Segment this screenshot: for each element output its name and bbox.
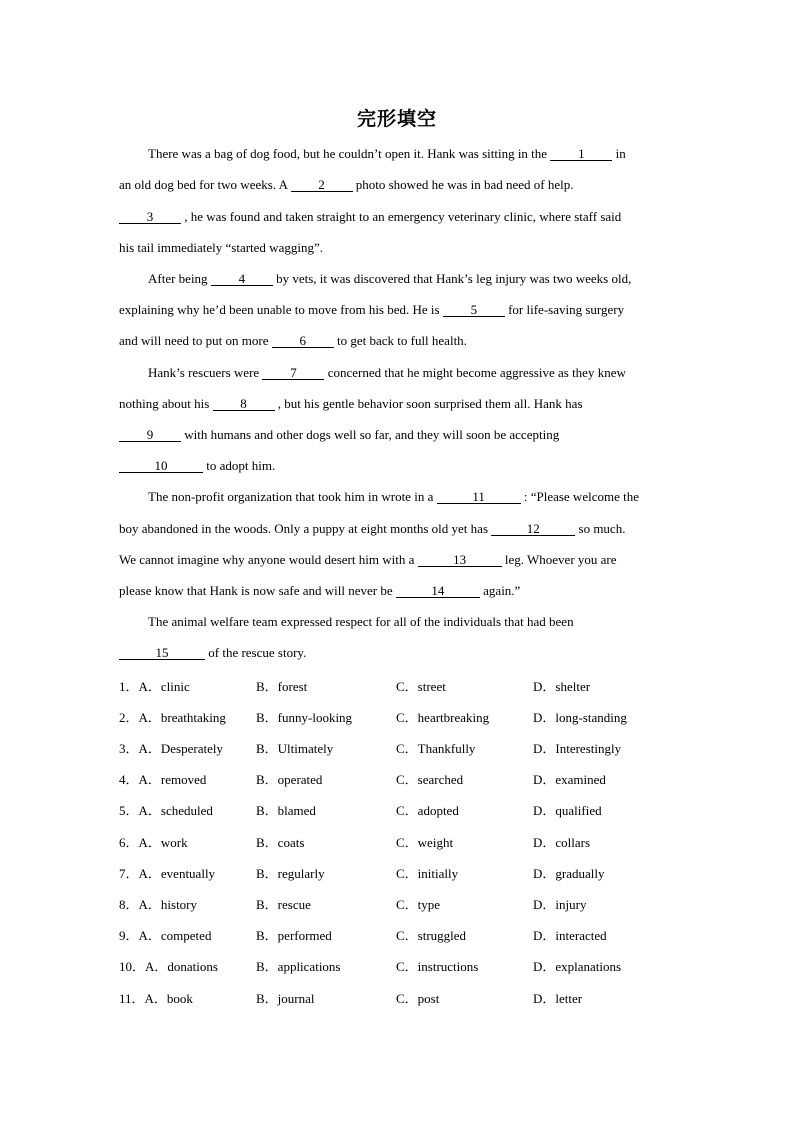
question-option-b[interactable]: B．forest bbox=[256, 679, 308, 694]
passage-line bbox=[119, 551, 617, 569]
question-option-c[interactable]: C．street bbox=[396, 679, 446, 694]
question-row bbox=[119, 956, 679, 974]
passage-text: , but his gentle behavior soon surprised them all. Hank has bbox=[274, 396, 583, 411]
question-row bbox=[119, 894, 679, 912]
blank-1[interactable]: 1 bbox=[550, 147, 612, 161]
question-option-c[interactable]: C．weight bbox=[396, 835, 454, 850]
passage-line bbox=[148, 145, 626, 163]
question-option-b[interactable]: B．blamed bbox=[256, 803, 316, 818]
question-option-d[interactable]: D．interacted bbox=[533, 928, 607, 943]
question-row bbox=[119, 738, 679, 756]
passage-line bbox=[119, 208, 621, 226]
passage-text: to get back to full health. bbox=[333, 333, 467, 348]
question-option-c[interactable]: C．adopted bbox=[396, 803, 459, 818]
passage-text: The non-profit organization that took him in wrote in a bbox=[148, 489, 437, 504]
blank-2[interactable]: 2 bbox=[291, 178, 353, 192]
question-option-c[interactable]: C．searched bbox=[396, 772, 464, 787]
passage-text: nothing about his bbox=[119, 396, 213, 411]
blank-9[interactable]: 9 bbox=[119, 428, 181, 442]
question-option-b[interactable]: B．applications bbox=[256, 959, 341, 974]
question-option-c[interactable]: C．post bbox=[396, 991, 440, 1006]
blank-11[interactable]: 11 bbox=[437, 490, 521, 504]
question-option-a[interactable]: 2．A．breathtaking bbox=[119, 710, 226, 725]
question-option-b[interactable]: B．regularly bbox=[256, 866, 325, 881]
question-option-b[interactable]: B．performed bbox=[256, 928, 332, 943]
passage-text: concerned that he might become aggressive as they knew bbox=[324, 365, 626, 380]
passage-text: photo showed he was in bad need of help. bbox=[352, 177, 574, 192]
passage-text: of the rescue story. bbox=[205, 645, 307, 660]
blank-5[interactable]: 5 bbox=[443, 303, 505, 317]
question-row bbox=[119, 707, 679, 725]
passage-line bbox=[148, 364, 626, 382]
blank-3[interactable]: 3 bbox=[119, 210, 181, 224]
blank-12[interactable]: 12 bbox=[491, 522, 575, 536]
passage-text: for life-saving surgery bbox=[504, 302, 625, 317]
page-title: 完形填空 bbox=[356, 108, 437, 130]
question-option-b[interactable]: B．coats bbox=[256, 835, 305, 850]
question-option-c[interactable]: C．instructions bbox=[396, 959, 479, 974]
question-option-c[interactable]: C．type bbox=[396, 897, 441, 912]
question-option-b[interactable]: B．journal bbox=[256, 991, 315, 1006]
question-option-b[interactable]: B．rescue bbox=[256, 897, 311, 912]
question-option-d[interactable]: D．explanations bbox=[533, 959, 622, 974]
passage-text: in bbox=[612, 146, 626, 161]
blank-4[interactable]: 4 bbox=[211, 272, 273, 286]
question-option-b[interactable]: B．funny-looking bbox=[256, 710, 353, 725]
passage-text: boy abandoned in the woods. Only a puppy at eight months old yet has bbox=[119, 521, 492, 536]
passage-line bbox=[119, 176, 573, 194]
question-option-b[interactable]: B．operated bbox=[256, 772, 323, 787]
question-option-d[interactable]: D．injury bbox=[533, 897, 587, 912]
question-option-a[interactable]: 3．A．Desperately bbox=[119, 741, 223, 756]
question-option-a[interactable]: 10．A．donations bbox=[119, 959, 218, 974]
passage-text: : “Please welcome the bbox=[520, 489, 639, 504]
passage-line bbox=[119, 520, 625, 538]
passage-line bbox=[119, 457, 275, 475]
question-option-c[interactable]: C．Thankfully bbox=[396, 741, 476, 756]
passage-line bbox=[148, 270, 631, 288]
passage-text: with humans and other dogs well so far, and they will soon be accepting bbox=[181, 427, 560, 442]
question-row bbox=[119, 832, 679, 850]
passage-text: , he was found and taken straight to an emergency veterinary clinic, where staff said bbox=[181, 209, 622, 224]
question-option-c[interactable]: C．heartbreaking bbox=[396, 710, 490, 725]
question-option-a[interactable]: 7．A．eventually bbox=[119, 866, 216, 881]
blank-15[interactable]: 15 bbox=[119, 646, 205, 660]
question-row bbox=[119, 863, 679, 881]
passage-text: by vets, it was discovered that Hank’s leg injury was two weeks old, bbox=[272, 271, 632, 286]
question-option-a[interactable]: 6．A．work bbox=[119, 835, 188, 850]
question-option-a[interactable]: 1．A．clinic bbox=[119, 679, 190, 694]
passage-text: We cannot imagine why anyone would desert him with a bbox=[119, 552, 418, 567]
question-row bbox=[119, 988, 679, 1006]
blank-13[interactable]: 13 bbox=[418, 553, 502, 567]
passage-line bbox=[119, 395, 583, 413]
question-option-a[interactable]: 9．A．competed bbox=[119, 928, 212, 943]
passage-text: again.” bbox=[479, 583, 521, 598]
blank-10[interactable]: 10 bbox=[119, 459, 203, 473]
passage-text: There was a bag of dog food, but he couldn’t open it. Hank was sitting in the bbox=[148, 146, 551, 161]
passage-line bbox=[119, 644, 306, 662]
question-option-d[interactable]: D．Interestingly bbox=[533, 741, 622, 756]
passage-text: After being bbox=[148, 271, 211, 286]
blank-6[interactable]: 6 bbox=[272, 334, 334, 348]
question-option-d[interactable]: D．letter bbox=[533, 991, 583, 1006]
question-row bbox=[119, 800, 679, 818]
question-option-d[interactable]: D．shelter bbox=[533, 679, 591, 694]
blank-8[interactable]: 8 bbox=[213, 397, 275, 411]
blank-14[interactable]: 14 bbox=[396, 584, 480, 598]
passage-text: Hank’s rescuers were bbox=[148, 365, 263, 380]
question-row bbox=[119, 676, 679, 694]
passage-line bbox=[119, 426, 559, 444]
passage-text: please know that Hank is now safe and will never be bbox=[119, 583, 396, 598]
question-option-a[interactable]: 11．A．book bbox=[119, 991, 193, 1006]
passage-line: The animal welfare team expressed respect for all of the individuals that had been bbox=[148, 614, 574, 629]
question-option-b[interactable]: B．Ultimately bbox=[256, 741, 334, 756]
question-option-c[interactable]: C．struggled bbox=[396, 928, 467, 943]
question-option-d[interactable]: D．gradually bbox=[533, 866, 605, 881]
question-row bbox=[119, 925, 679, 943]
passage-text: leg. Whoever you are bbox=[501, 552, 617, 567]
question-option-a[interactable]: 5．A．scheduled bbox=[119, 803, 213, 818]
passage-text: so much. bbox=[575, 521, 626, 536]
question-option-d[interactable]: D．long-standing bbox=[533, 710, 627, 725]
passage-line bbox=[148, 488, 639, 506]
question-option-c[interactable]: C．initially bbox=[396, 866, 459, 881]
passage-text: to adopt him. bbox=[203, 458, 276, 473]
passage-text: an old dog bed for two weeks. A bbox=[119, 177, 291, 192]
passage-text: explaining why he’d been unable to move from his bed. He is bbox=[119, 302, 443, 317]
question-option-a[interactable]: 4．A．removed bbox=[119, 772, 207, 787]
blank-7[interactable]: 7 bbox=[262, 366, 324, 380]
passage-text: and will need to put on more bbox=[119, 333, 272, 348]
passage-line: his tail immediately “started wagging”. bbox=[119, 240, 323, 255]
question-option-d[interactable]: D．qualified bbox=[533, 803, 602, 818]
question-option-a[interactable]: 8．A．history bbox=[119, 897, 198, 912]
question-option-d[interactable]: D．examined bbox=[533, 772, 606, 787]
passage-line bbox=[119, 301, 624, 319]
question-option-d[interactable]: D．collars bbox=[533, 835, 591, 850]
question-row bbox=[119, 769, 679, 787]
passage-line bbox=[119, 582, 520, 600]
passage-line bbox=[119, 332, 467, 350]
